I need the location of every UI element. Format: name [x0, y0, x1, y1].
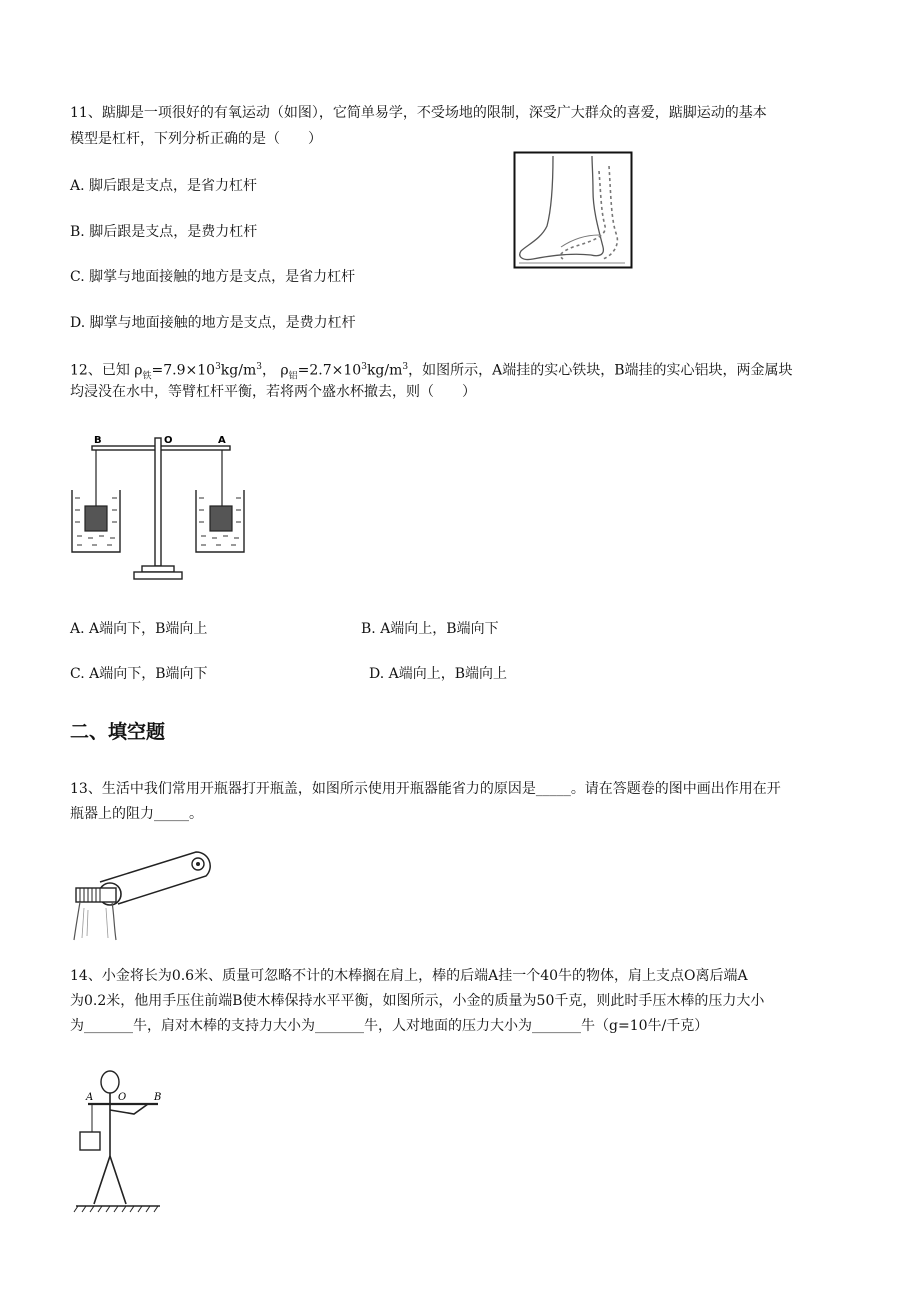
iron-block [210, 506, 232, 531]
bottle-opener-figure [70, 844, 215, 942]
q12-stem-line1: 12、已知 $\rho_铁=7.9\times 10^3kg/m^3$， $\rho_铝=2.7\times 10^3kg/m^3$，如图所示，A端挂的实心铁块，B端挂的实心铝块，两金属块 [70, 362, 793, 382]
arm [110, 1104, 148, 1114]
q11-option-c: C. 脚掌与地面接触的地方是支点，是省力杠杆 [70, 269, 356, 285]
q11-option-b: B. 脚后跟是支点，是费力杠杆 [70, 224, 258, 240]
opener-hole-center [196, 862, 200, 866]
q11-option-a: A. 脚后跟是支点，是省力杠杆 [70, 178, 258, 194]
head [101, 1071, 119, 1093]
q12-option-c: C. A端向下，B端向下 [70, 666, 208, 682]
q14-stem-line3: 为_______牛，肩对木棒的支持力大小为_______牛，人对地面的压力大小为_______牛（g=10牛/千克） [70, 1018, 709, 1034]
q12-option-d: D. A端向上，B端向上 [369, 666, 508, 682]
ground-hatching [74, 1206, 158, 1212]
stand-base-top [142, 566, 174, 572]
right-leg [110, 1156, 126, 1204]
bottle-neck-left [74, 902, 80, 940]
label-a: A [218, 435, 226, 446]
label-a: A [86, 1092, 94, 1103]
q12-stem-line2: 均浸没在水中，等臂杠杆平衡，若将两个盛水杯撤去，则（ ） [70, 384, 476, 400]
lever-beaker-figure [68, 432, 250, 582]
stand-base [134, 572, 182, 579]
hanging-object [80, 1132, 100, 1150]
q13-stem-line1: 13、生活中我们常用开瓶器打开瓶盖，如图所示使用开瓶器能省力的原因是_____。请在答题卷的图中画出作用在开 [70, 781, 781, 797]
aluminum-block [85, 506, 107, 531]
q12-option-b: B. A端向上，B端向下 [361, 621, 499, 637]
q11-stem-line2: 模型是杠杆，下列分析正确的是（ ） [70, 131, 322, 147]
foot-figure [513, 151, 633, 269]
q14-stem-line2: 为0.2米，他用手压住前端B使木棒保持水平平衡，如图所示，小金的质量为50千克，则此时手压木棒的压力大小 [70, 993, 765, 1009]
bottle-neck-right [112, 902, 116, 940]
label-b: B [154, 1092, 162, 1103]
q11-option-d: D. 脚掌与地面接触的地方是支点，是费力杠杆 [70, 315, 356, 331]
bottle-shading [82, 908, 108, 938]
label-o: O [118, 1092, 127, 1103]
q12-option-a: A. A端向下，B端向上 [70, 621, 208, 637]
label-b: B [94, 435, 102, 446]
left-leg [94, 1156, 110, 1204]
section-heading-fill-in: 二、填空题 [70, 721, 166, 743]
q11-stem-line1: 11、踮脚是一项很好的有氧运动（如图），它简单易学，不受场地的限制，深受广大群众的喜爱，踮脚运动的基本 [70, 105, 767, 121]
q14-stem-line1: 14、小金将长为0.6米、质量可忽略不计的木棒搁在肩上，棒的后端A挂一个40牛的物体，肩上支点O离后端A [70, 968, 748, 984]
label-o: O [164, 435, 173, 446]
person-stick-figure [72, 1066, 168, 1216]
stand-pole [155, 438, 161, 566]
q13-stem-line2: 瓶器上的阻力_____。 [70, 806, 203, 822]
